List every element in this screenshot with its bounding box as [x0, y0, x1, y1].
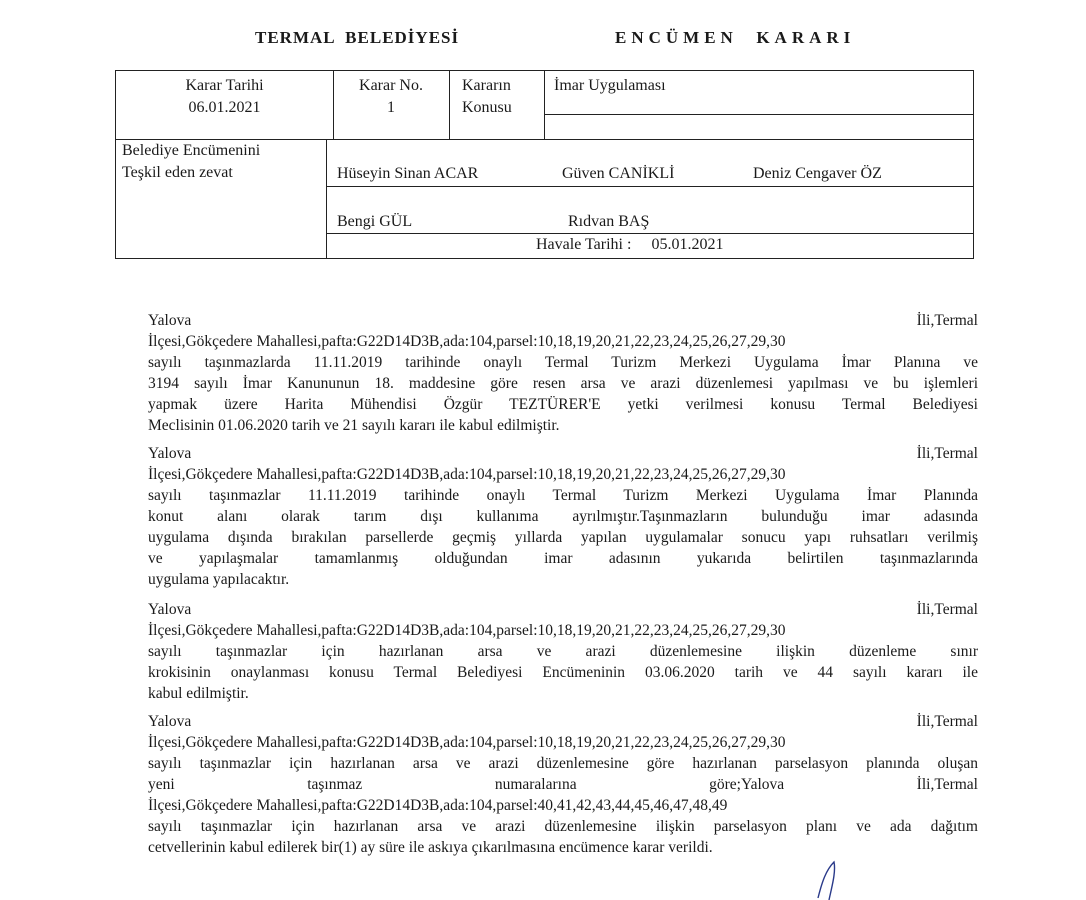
paragraph-word: yeni: [148, 776, 175, 793]
paragraph-word: Yalova: [148, 312, 192, 329]
paragraph-line: sayılı taşınmazlarda 11.11.2019 tarihinde onaylı Termal Turizm Merkezi Uygulama İmar Planına ve: [148, 354, 978, 371]
subject-label-line2: Konusu: [462, 99, 512, 116]
table-divider: [326, 139, 327, 258]
decision-number-cell: [333, 75, 449, 119]
paragraph-word: Yalova: [148, 445, 192, 462]
paragraph-line: ve yapılaşmalar tamamlanmış olduğundan imar adasının yukarıda belirtilen taşınmazlarında: [148, 550, 978, 567]
transfer-date-value: 05.01.2021: [651, 236, 724, 253]
decision-date-cell: [116, 75, 333, 119]
members-label-cell: [122, 140, 326, 184]
member-name: Güven CANİKLİ: [562, 165, 675, 182]
paragraph-word: İli,Termal: [916, 713, 978, 730]
paragraph-line: sayılı taşınmazlar için hazırlanan arsa ve arazi düzenlemesine ilişkin parselasyon planı ve ada dağıtım: [148, 818, 978, 835]
paragraph-line: İlçesi,Gökçedere Mahallesi,pafta:G22D14D3B,ada:104,parsel:10,18,19,20,21,22,23,24,25,26,27,29,30: [148, 734, 786, 751]
paragraph-word: İli,Termal: [916, 601, 978, 618]
paragraph-word: İli,Termal: [916, 776, 978, 793]
paragraph: [148, 443, 978, 590]
paragraph-line: İlçesi,Gökçedere Mahallesi,pafta:G22D14D3B,ada:104,parsel:10,18,19,20,21,22,23,24,25,26,27,29,30: [148, 466, 786, 483]
paragraph-line: kabul edilmiştir.: [148, 685, 249, 702]
table-divider: [544, 71, 545, 139]
table-divider: [326, 186, 973, 187]
paragraph-word: Yalova: [148, 713, 192, 730]
paragraph-line: Meclisinin 01.06.2020 tarih ve 21 sayılı kararı ile kabul edilmiştir.: [148, 417, 560, 434]
paragraph-line: [148, 711, 978, 732]
document-type-title: ENCÜMEN KARARI: [615, 28, 856, 47]
member-name: Deniz Cengaver ÖZ: [753, 165, 882, 182]
paragraph-line: cetvellerinin kabul edilerek bir(1) ay süre ile askıya çıkarılmasına encümence karar verildi.: [148, 839, 713, 856]
paragraph: [148, 310, 978, 436]
decision-date-value: 06.01.2021: [188, 99, 261, 116]
paragraph-line: sayılı taşınmazlar için hazırlanan arsa ve arazi düzenlemesine göre hazırlanan parselasyon planında oluşan: [148, 755, 978, 772]
table-divider: [544, 114, 973, 115]
paragraph-line: [148, 310, 978, 331]
paragraph-word: göre;Yalova: [709, 776, 785, 793]
member-name: Hüseyin Sinan ACAR: [337, 165, 479, 182]
paragraph-line: 3194 sayılı İmar Kanununun 18. maddesine göre resen arsa ve arazi düzenlemesi yapılması ve bu işlemleri: [148, 375, 978, 392]
municipality-title: TERMAL BELEDİYESİ: [255, 28, 460, 47]
subject-label-cell: [462, 75, 544, 119]
paragraph-line: konut alanı olarak tarım dışı kullanıma ayrılmıştır.Taşınmazların bulunduğu imar adasında: [148, 508, 978, 525]
paragraph-word: Yalova: [148, 601, 192, 618]
paragraph: [148, 711, 978, 858]
table-divider: [449, 71, 450, 139]
decision-number-label: Karar No.: [359, 77, 423, 94]
paragraph-word: İli,Termal: [916, 445, 978, 462]
paragraph: [148, 599, 978, 704]
paragraph-line: [148, 599, 978, 620]
paragraph-line: İlçesi,Gökçedere Mahallesi,pafta:G22D14D3B,ada:104,parsel:10,18,19,20,21,22,23,24,25,26,27,29,30: [148, 622, 786, 639]
paragraph-line: uygulama yapılacaktır.: [148, 571, 290, 588]
members-label-line1: Belediye Encümenini: [122, 142, 261, 159]
member-name: Rıdvan BAŞ: [568, 213, 650, 230]
decision-info-table: [115, 70, 974, 259]
paragraph-line: sayılı taşınmazlar 11.11.2019 tarihinde onaylı Termal Turizm Merkezi Uygulama İmar Planında: [148, 487, 978, 504]
paragraph-line: krokisinin onaylanması konusu Termal Belediyesi Encümeninin 03.06.2020 tarih ve 44 sayılı kararı ile: [148, 664, 978, 681]
signature-mark: [812, 858, 842, 900]
paragraph-line: sayılı taşınmazlar için hazırlanan arsa ve arazi düzenlemesine ilişkin düzenleme sınır: [148, 643, 978, 660]
paragraph-word: numaralarına: [494, 776, 577, 793]
paragraph-line: uygulama dışında bırakılan parsellerde geçmiş yıllarda yapılan uygulamalar sonucu yapı ruhsatları verilmiş: [148, 529, 978, 546]
transfer-date-label: Havale Tarihi :: [536, 236, 632, 253]
subject-value: İmar Uygulaması: [554, 77, 666, 94]
paragraph-line: İlçesi,Gökçedere Mahallesi,pafta:G22D14D3B,ada:104,parsel:10,18,19,20,21,22,23,24,25,26,27,29,30: [148, 333, 786, 350]
paragraph-line: İlçesi,Gökçedere Mahallesi,pafta:G22D14D3B,ada:104,parsel:40,41,42,43,44,45,46,47,48,49: [148, 797, 728, 814]
paragraph-line: yapmak üzere Harita Mühendisi Özgür TEZTÜRER'E yetki verilmesi konusu Termal Belediyesi: [148, 396, 978, 413]
paragraph-word: İli,Termal: [916, 312, 978, 329]
paragraph-word: taşınmaz: [307, 776, 363, 793]
paragraph-line: [148, 443, 978, 464]
decision-number-value: 1: [387, 99, 395, 116]
decision-date-label: Karar Tarihi: [185, 77, 264, 94]
members-label-line2: Teşkil eden zevat: [122, 164, 233, 181]
subject-label-line1: Kararın: [462, 77, 511, 94]
member-name: Bengi GÜL: [337, 213, 413, 230]
transfer-date: [536, 234, 723, 256]
paragraph-line: [148, 774, 978, 795]
